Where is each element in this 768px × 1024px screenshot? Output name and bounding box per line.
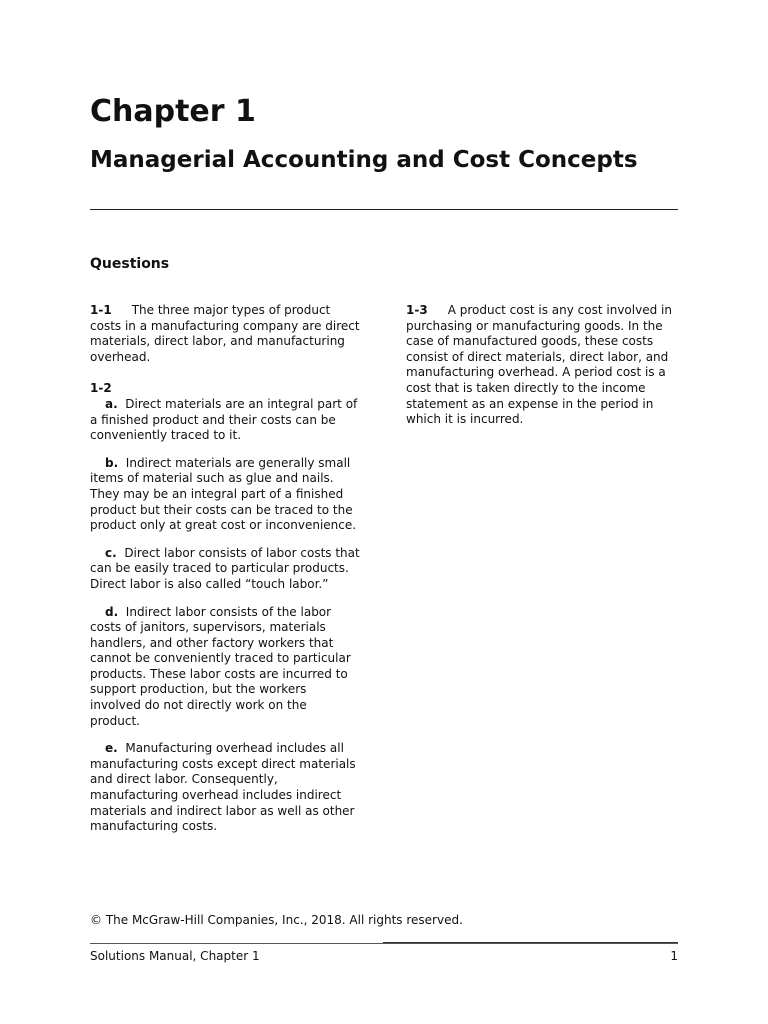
copyright-notice: © The McGraw-Hill Companies, Inc., 2018. All rights reserved. [90,913,463,927]
question-1-1 [90,303,360,365]
question-text: A product cost is any cost involved in purchasing or manufacturing goods. In the case of manufactured goods, these costs consist of direct materials, direct labor, and manufacturing overhead. A period cost is a cost that is taken directly to the income statement as an expense in the period in which it is incurred. [406,303,672,427]
footer-divider-accent [383,942,678,943]
section-heading: Questions [90,256,170,272]
question-1-2-number [90,381,360,397]
title-divider [90,209,678,210]
part-text: Indirect materials are generally small items of material such as glue and nails. They may be an integral part of a finished product but their costs can be traced to the product only at great cost or inconvenience. [90,455,357,533]
right-column [406,303,678,444]
part-text: Manufacturing overhead includes all manufacturing costs except direct materials and direct labor. Consequently, manufacturing overhead includes indirect materials and indirect labor as well as other manufacturing costs. [90,741,356,834]
page-number: 1 [670,949,678,963]
part-letter: a. [105,396,118,411]
part-letter: b. [105,455,119,470]
question-1-2-part-b [90,456,360,534]
chapter-title: Chapter 1 [90,94,256,129]
part-text: Direct labor consists of labor costs that can be easily traced to particular products. Direct labor is also called “touch labor.” [90,545,360,591]
question-text: The three major types of product costs in a manufacturing company are direct materials, direct labor, and manufacturing overhead. [90,303,360,364]
question-number: 1-3 [406,303,428,317]
question-1-2-part-e [90,741,360,835]
question-1-3 [406,303,678,428]
question-1-2-part-d [90,605,360,730]
footer-running-title: Solutions Manual, Chapter 1 [90,949,260,963]
part-letter: c. [105,545,117,560]
question-1-2-part-c [90,546,360,593]
part-letter: e. [105,741,118,756]
question-number: 1-1 [90,303,112,317]
question-number: 1-2 [90,381,112,396]
footer-divider [90,943,678,944]
part-letter: d. [105,604,119,619]
left-column [90,303,360,847]
chapter-subtitle: Managerial Accounting and Cost Concepts [90,147,638,173]
question-1-2-part-a [90,397,360,444]
part-text: Indirect labor consists of the labor costs of janitors, supervisors, materials handlers, and other factory workers that cannot be conveniently traced to particular products. These labor costs are incurred to support production, but the workers involved do not directly work on the product. [90,604,351,728]
part-text: Direct materials are an integral part of a finished product and their costs can be conveniently traced to it. [90,396,358,443]
